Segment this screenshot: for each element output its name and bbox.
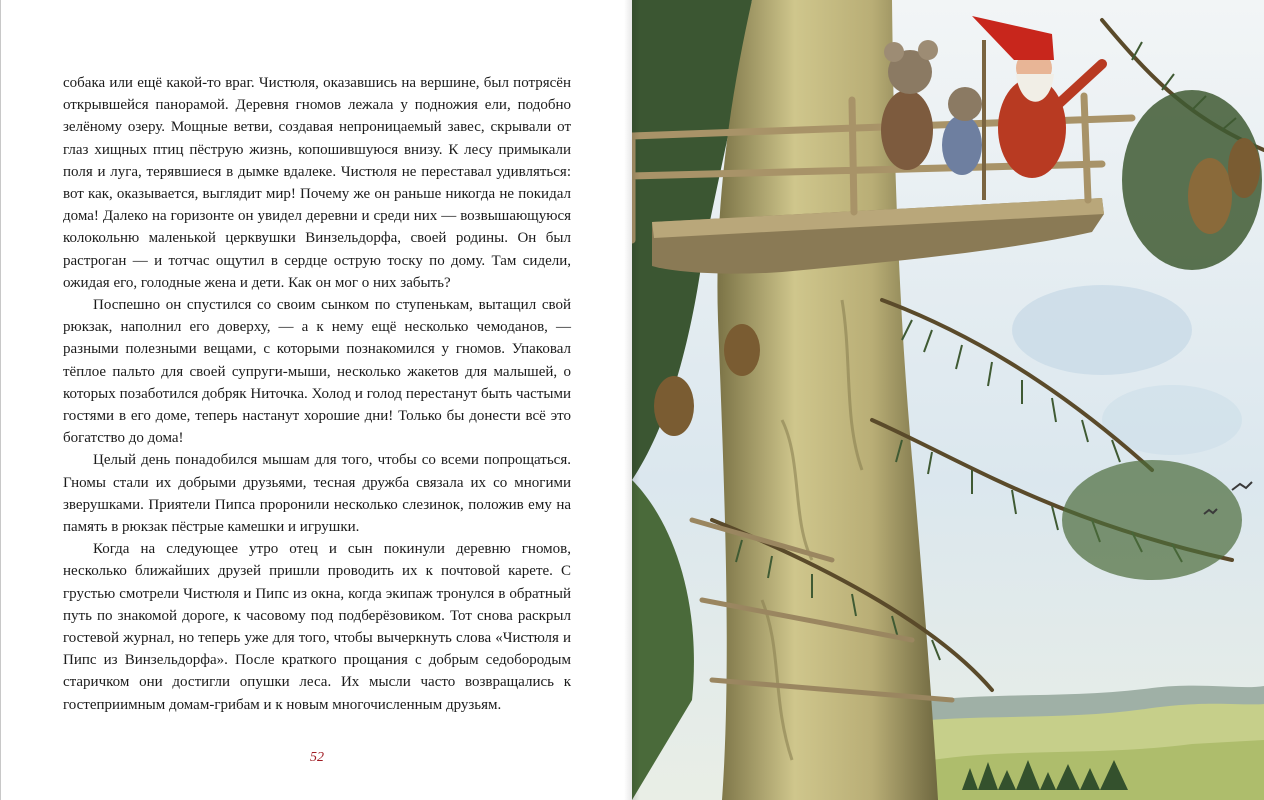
- cloud: [1012, 285, 1192, 375]
- small-mouse-head: [948, 87, 982, 121]
- paragraph: Целый день понадобился мышам для того, чтобы со всеми попрощаться. Гномы стали их добрыми друзьями, тесная дружба связала их со многими зверушками. Приятели Пипса проронили несколько слезинок, положив ему на память в рюкзак пёстрые камешки и игрушки.: [63, 452, 571, 536]
- mouse-ear: [918, 40, 938, 60]
- body-text: [63, 72, 571, 716]
- paragraph: собака или ещё какой-то враг. Чистюля, оказавшись на вершине, был потрясён открывшейся панорамой. Деревня гномов лежала у подножия ели, подобно зелёному озеру. Мощные ветви, создавая непроницаемый завес, скрывали от глаз хищных птиц пёструю жизнь, копошившуюся внизу. К лесу примыкали поля и луга, терявшиеся в дымке вдалеке. Чистюля не переставал удивляться: вот как, оказывается, выглядит мир! Почему же он раньше никогда не покидал дома! Далеко на горизонте он увидел деревни и среди них — возвышающуюся колокольню маленькой церквушки Винзельдорфа, своей родины. Он был растроган — и тотчас ощутил в сердце острую тоску по дому. Там сидели, ожидая его, голодные жена и дети. Как он мог о них забыть?: [63, 75, 571, 291]
- mouse-ear: [884, 42, 904, 62]
- pine-cone: [1188, 158, 1232, 234]
- small-mouse-body: [942, 115, 982, 175]
- page-number: 52: [310, 750, 324, 765]
- pine-cone: [1228, 138, 1260, 198]
- pine-cone: [724, 324, 760, 376]
- paragraph: Поспешно он спустился со своим сынком по ступенькам, вытащил свой рюкзак, наполнил его доверху, — а к нему ещё несколько чемоданов, — разными полезными вещами, с которыми познакомился у гномов. Упаковал тёплое пальто для своей супруги-мыши, несколько жакетов для малышей, о которых позаботился добряк Ниточка. Холод и голод перестанут быть частыми гостями в его доме, теперь настанут хорошие дни! Только бы донести всё это богатство до дома!: [63, 297, 571, 447]
- fir-foliage: [1062, 460, 1242, 580]
- paragraph: Когда на следующее утро отец и сын покинули деревню гномов, несколько ближайших друзей пришли проводить их к почтовой карете. С грустью смотрели Чистюля и Пипс из окна, когда экипаж тронулся в обратный путь по знакомой дороге, к часовому под подберёзовиком. Тот снова раскрыл гостевой журнал, но теперь уже для того, чтобы вычеркнуть слова «Чистюля и Пипс из Винзельдорфа». После краткого прощания с добрым седобородым старичком они достигли опушки леса. Их мысли часто возвращались к гостеприимным домам-грибам и к новым многочисленным друзьям.: [63, 541, 571, 713]
- illustration-page: [632, 0, 1264, 800]
- pine-cone: [654, 376, 694, 436]
- mouse-body: [881, 90, 933, 170]
- tree-illustration: [632, 0, 1264, 800]
